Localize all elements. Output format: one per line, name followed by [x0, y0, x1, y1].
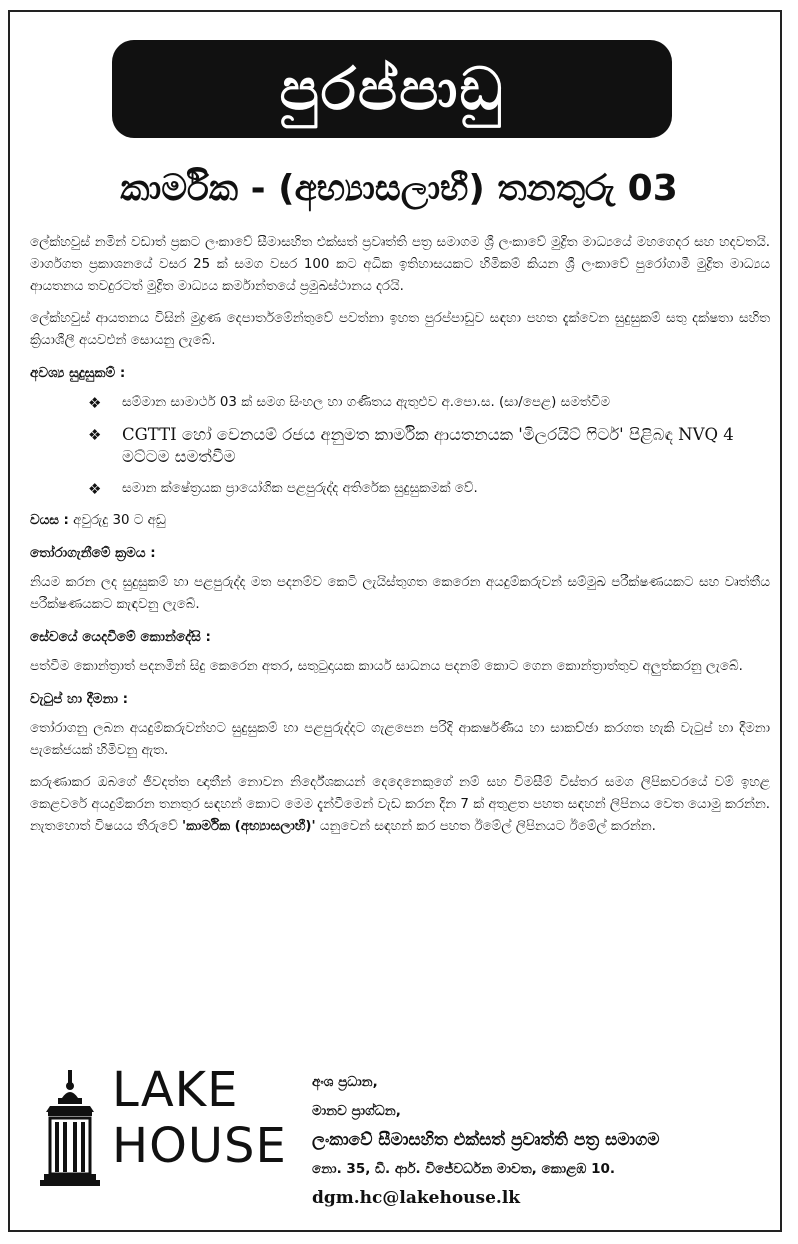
requirement-text: සමාන ක්ෂේත්‍රයක ප්‍රායෝගික පළපුරුද්ද අතිරේක සුදුසුකමක් වේ.: [122, 481, 478, 496]
age-label: වයස :: [30, 513, 69, 528]
address-line-1: අංශ ප්‍රධාන,: [312, 1074, 378, 1090]
requirement-text: සම්මාන සාමාර්ථ 03 ක් සමග සිංහල හා ගණිතය ඇතුළුව අ.පො.ස. (සා/පෙළ) සමත්වීම: [122, 395, 610, 410]
organization-name: ලංකාවේ සීමාසහිත එක්සත් ප්‍රවෘත්ති පත්‍ර සමාගම: [312, 1130, 660, 1150]
position-title: කාර්මික - (අභ්‍යාසලාභී) තනතුරු 03: [120, 168, 678, 209]
salary-heading: වැටුප් හා දීමනා :: [30, 691, 128, 707]
apply-tail: යනුවෙන් සඳහන් කර පහත ඊමේල් ලිපිනයට ඊමේල් කරන්න.: [319, 819, 656, 834]
selection-text: නියම කරන ලද සුදුසුකම් හා පළපුරුද්ද මත පදනම්ව කෙටි ලැයිස්තුගත කෙරෙන අයදුම්කරුවන් සම්මුඛ පරීක්ෂණයකට සහ වෘත්තීය පරීක්ෂණයකට කැඳවනු ලැබේ.: [30, 575, 770, 612]
selection-heading: තෝරාගැනීමේ ක්‍රමය :: [30, 545, 156, 561]
logo-line-2: HOUSE: [112, 1118, 287, 1174]
street-address: නො. 35, ඩී. ආර්. විජේවර්ධන මාවත, කොළඹ 10.: [312, 1161, 616, 1177]
apply-paragraph: [30, 772, 770, 838]
intro-paragraph-2: ලේක්හවුස් ආයතනය විසින් මුද්‍රණ දෙපාර්තමේන්තුවේ පවත්නා ඉහත පුරප්පාඩුව සඳහා පහත දැක්වෙන සුදුසුකම් සතු දක්ෂතා සහිත ක්‍රියාශීලී අයවළුන් සොයනු ලැබේ.: [30, 311, 770, 348]
requirement-item: [88, 392, 770, 414]
requirement-item: [88, 478, 770, 500]
requirements-list: [30, 392, 770, 500]
contact-email: dgm.hc@lakehouse.lk: [312, 1188, 521, 1208]
footer: [30, 1062, 780, 1222]
banner-title: පුරප්පාඩු: [279, 54, 505, 123]
address-line-2: මානව ප්‍රාග්ධන,: [312, 1103, 401, 1119]
intro-paragraph-1: ලේක්හවුස් නමින් වඩාත් ප්‍රකට ලංකාවේ සීමාසහිත එක්සත් ප්‍රවෘත්ති පත්‍ර සමාගම ශ්‍රී ලංකාවේ මුද්‍රිත මාධ්‍යයේ මහගෙදර සහ හදවතයි. මාර්ගගත ප්‍රකාශනයේ වසර 25 ක් සමග වසර 100 කට අධික ඉතිහාසයකට හිමිකම් කියන ශ්‍රී ලංකාවේ පුරෝගාමී මුද්‍රිත මාධ්‍යය ආයතනය තවදුරටත් මුද්‍රිත මාධ්‍යය කර්මාන්තයේ ප්‍රමුඛස්ථානය දරයි.: [30, 235, 770, 294]
contact-address: [312, 1068, 660, 1213]
age-value: අවුරුදු 30 ට අඩු: [73, 513, 166, 528]
advert-body: [30, 232, 770, 848]
vacancies-banner: [112, 40, 672, 138]
lake-house-logo: [112, 1062, 287, 1174]
service-heading: සේවයේ යෙදවීමේ කොන්දේසි :: [30, 629, 211, 645]
apply-highlight: 'කාර්මික (අභ්‍යාසලාභී)': [181, 819, 316, 834]
age-requirement: [30, 510, 770, 532]
requirement-text: CGTTI හෝ වෙනයම් රජය අනුමත කාර්මික ආයතනයක 'මිලරයිට් ෆිටර්' පිළිබඳ NVQ 4 මට්ටම සමත්වීම: [122, 425, 734, 466]
diamond-bullet-icon: ❖: [88, 480, 102, 498]
logo-line-1: LAKE: [112, 1062, 239, 1118]
diamond-bullet-icon: ❖: [88, 394, 102, 412]
requirement-item: [88, 424, 770, 468]
service-text: පත්වීම කොන්ත්‍රාත් පදනමින් සිදු කෙරෙන අතර, සතුටුදායක කාර්ය සාධනය පදනම් කොට ගෙන කොන්ත්‍රාත්තුව අලුත්කරනු ලැබේ.: [30, 659, 743, 674]
lake-house-tower-icon: [40, 1068, 100, 1188]
salary-text: තෝරාගනු ලබන අයදුම්කරුවන්හට සුදුසුකම් හා පළපුරුද්දට ගැළපෙන පරිදි ආකර්ෂණීය හා සාකච්ඡා කරගත හැකි වැටුප් හා දීමනා පැකේජයක් හිමිවනු ඇත.: [30, 721, 770, 758]
requirements-heading: අවශ්‍ය සුදුසුකම් :: [30, 365, 126, 381]
apply-text: කරුණාකර ඔබගේ ජීවදත්ත ඥාතීන් නොවන නිර්දේශකයන් දෙදෙනෙකුගේ නම් සහ විමසීම් විස්තර සමග ලිපිකවරයේ වම් ඉහළ කෙළවරේ අයදුම්කරන තනතුර සඳහන් කොට මෙම දැන්වීමෙන් වැඩ කරන දින 7 ක් අතුළත පහත සඳහන් ලිපිනය වෙත යොමු කරන්න. නැතහොත් විෂයය තීරුවේ: [30, 775, 770, 834]
diamond-bullet-icon: ❖: [88, 426, 102, 444]
